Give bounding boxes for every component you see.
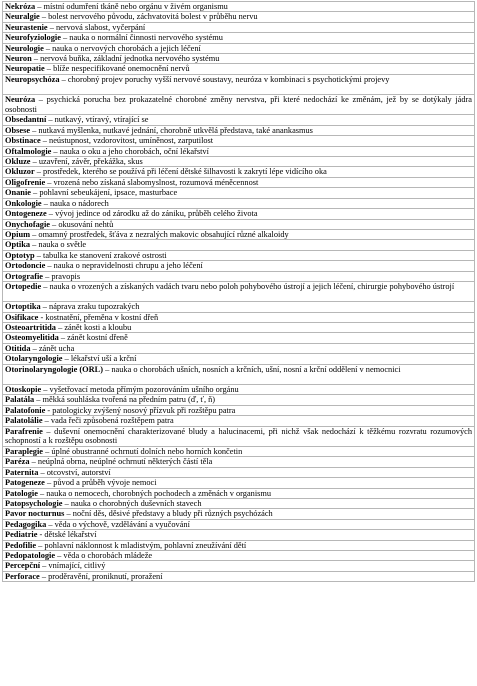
glossary-definition: – uzavření, závěr, překážka, skus: [30, 157, 143, 167]
glossary-row: [3, 198, 475, 208]
glossary-definition: – nauka o nepravidelnosti chrupu a jeho léčení: [45, 261, 203, 271]
glossary-cell: [3, 240, 475, 250]
glossary-definition: - dětské lékařství: [37, 530, 97, 540]
glossary-cell: [3, 281, 475, 301]
glossary-term: Pedofilie: [5, 540, 37, 550]
glossary-row: [3, 354, 475, 364]
glossary-definition: – bolest nervového původu, záchvatovitá bolest v průběhu nervu: [39, 12, 258, 22]
glossary-row: [3, 12, 475, 22]
glossary-row: [3, 498, 475, 508]
glossary-term: Neuropsychóza: [5, 74, 60, 84]
glossary-cell: [3, 323, 475, 333]
glossary-term: Neurofyziologie: [5, 33, 61, 43]
glossary-definition: – vyšetřovací metoda přímým pozorováním ušního orgánu: [41, 384, 239, 394]
glossary-definition: – nutkavá myšlenka, nutkavé jednání, chorobně utkvělá představa, také anankasmus: [30, 125, 313, 135]
glossary-row: [3, 167, 475, 177]
glossary-definition: – nauka o nervových chorobách a jejich léčení: [43, 43, 201, 53]
glossary-cell: [3, 136, 475, 146]
glossary-cell: [3, 33, 475, 43]
glossary-definition: – věda o výchově, vzdělávání a vyučování: [46, 519, 190, 529]
glossary-term: Osteoartritida: [5, 323, 56, 333]
glossary-definition: – blíže nespecifikované onemocnění nervů: [44, 64, 190, 74]
glossary-definition: – nauka o vrozených a získaných vadách tvaru nebo poloh pohybového ústrojí a jejich léčení, chirurgie pohybového ústrojí: [41, 281, 455, 291]
glossary-term: Otitida: [5, 343, 31, 353]
glossary-cell: [3, 219, 475, 229]
glossary-term: Onychofagie: [5, 219, 50, 229]
glossary-cell: [3, 12, 475, 22]
glossary-body: [3, 2, 475, 582]
glossary-cell: [3, 571, 475, 581]
glossary-term: Patologie: [5, 488, 38, 498]
glossary-cell: [3, 384, 475, 394]
glossary-cell: [3, 395, 475, 405]
glossary-term: Onkologie: [5, 198, 42, 208]
glossary-definition: – nauka o normální činnosti nervového systému: [60, 33, 223, 43]
glossary-definition: – nutkavý, vtíravý, vtírající se: [46, 115, 149, 125]
glossary-definition: – místní odumření tkáně nebo orgánu v živém organismu: [35, 2, 228, 11]
glossary-term: Obstinace: [5, 136, 41, 146]
glossary-definition: – zánět kosti a kloubu: [55, 323, 132, 333]
glossary-definition: – proděravění, proniknutí, proražení: [39, 571, 163, 581]
glossary-term: Opium: [5, 229, 31, 239]
glossary-definition: – omamný prostředek, šťáva z nezralých makovic obsahující různé alkaloidy: [30, 229, 289, 239]
glossary-row: [3, 540, 475, 550]
glossary-definition: - kostnatění, přeměna v kostní dřeň: [38, 312, 159, 322]
glossary-term: Onanie: [5, 188, 31, 198]
glossary-definition: – pravopis: [43, 271, 81, 281]
glossary-term: Pedopatologie: [5, 550, 56, 560]
glossary-cell: [3, 177, 475, 187]
glossary-cell: [3, 95, 475, 115]
glossary-term: Pavor nocturnus: [5, 509, 65, 519]
glossary-term: Patopsychologie: [5, 498, 63, 508]
glossary-cell: [3, 530, 475, 540]
glossary-definition: – nauka o chorobných duševních stavech: [62, 498, 202, 508]
glossary-row: [3, 395, 475, 405]
glossary-row: [3, 571, 475, 581]
glossary-row: [3, 209, 475, 219]
glossary-row: [3, 43, 475, 53]
glossary-cell: [3, 467, 475, 477]
glossary-cell: [3, 312, 475, 322]
glossary-term: Neuralgie: [5, 12, 40, 22]
glossary-row: [3, 125, 475, 135]
glossary-definition: – prostředek, kterého se používá při léčení dětské šilhavosti k zakrytí lépe vidícího oka: [34, 167, 327, 177]
glossary-definition: – původ a průběh vývoje nemoci: [44, 478, 157, 488]
glossary-cell: [3, 540, 475, 550]
glossary-cell: [3, 561, 475, 571]
glossary-term: Palatolálie: [5, 416, 43, 426]
glossary-definition: – nauka o nemocech, chorobných pochodech a změnách v organismu: [37, 488, 272, 498]
glossary-term: Otoskopie: [5, 384, 42, 394]
glossary-term: Oligofrenie: [5, 177, 46, 187]
glossary-row: [3, 416, 475, 426]
glossary-cell: [3, 198, 475, 208]
glossary-definition: – úplné obustranné ochrnutí dolních nebo horních končetin: [43, 446, 243, 456]
glossary-cell: [3, 43, 475, 53]
glossary-definition: – věda o chorobách mládeže: [55, 550, 153, 560]
glossary-row: [3, 240, 475, 250]
glossary-row: [3, 312, 475, 322]
glossary-term: Neurologie: [5, 43, 44, 53]
glossary-term: Osifikace: [5, 312, 39, 322]
glossary-definition: – pohlavní náklonnost k mladistvým, pohlavní zneužívání dětí: [36, 540, 247, 550]
glossary-row: [3, 530, 475, 540]
glossary-cell: [3, 550, 475, 560]
glossary-term: Otolaryngologie: [5, 354, 63, 364]
glossary-cell: [3, 457, 475, 467]
glossary-table: [2, 1, 475, 582]
glossary-term: Neurastenie: [5, 22, 48, 32]
glossary-row: [3, 509, 475, 519]
glossary-row: [3, 95, 475, 115]
glossary-row: [3, 64, 475, 74]
glossary-row: [3, 384, 475, 394]
glossary-cell: [3, 354, 475, 364]
glossary-row: [3, 405, 475, 415]
glossary-cell: [3, 302, 475, 312]
glossary-term: Pedagogika: [5, 519, 47, 529]
glossary-term: Paraplegie: [5, 446, 43, 456]
glossary-term: Oftalmologie: [5, 146, 52, 156]
glossary-term: Palatála: [5, 395, 35, 405]
glossary-cell: [3, 64, 475, 74]
glossary-term: Nekróza: [5, 2, 36, 11]
glossary-row: [3, 157, 475, 167]
glossary-row: [3, 457, 475, 467]
glossary-term: Optotyp: [5, 250, 35, 260]
glossary-definition: – nauka o oku a jeho chorobách, oční lékařství: [51, 146, 209, 156]
glossary-term: Patogeneze: [5, 478, 45, 488]
glossary-term: Neuróza: [5, 95, 36, 105]
glossary-cell: [3, 509, 475, 519]
glossary-cell: [3, 22, 475, 32]
glossary-term: Palatofonie: [5, 405, 46, 415]
glossary-cell: [3, 333, 475, 343]
glossary-cell: [3, 54, 475, 64]
glossary-term: Ortodoncie: [5, 261, 46, 271]
glossary-cell: [3, 405, 475, 415]
glossary-definition: – tabulka ke stanovení zrakové ostrosti: [34, 250, 167, 260]
glossary-row: [3, 467, 475, 477]
glossary-row: [3, 136, 475, 146]
glossary-row: [3, 261, 475, 271]
glossary-cell: [3, 498, 475, 508]
glossary-cell: [3, 261, 475, 271]
glossary-row: [3, 323, 475, 333]
glossary-definition: – nauka o chorobách ušních, nosních a krčních, ušní, nosní a krční oddělení v nemocnici: [103, 364, 401, 374]
glossary-term: Obsese: [5, 125, 31, 135]
glossary-row: [3, 54, 475, 64]
glossary-row: [3, 219, 475, 229]
glossary-definition: – zánět kostní dřeně: [58, 333, 128, 343]
glossary-cell: [3, 229, 475, 239]
glossary-term: Okluze: [5, 157, 31, 167]
glossary-term: Otorinolaryngologie (ORL): [5, 364, 104, 374]
glossary-cell: [3, 364, 475, 384]
glossary-row: [3, 343, 475, 353]
glossary-row: [3, 74, 475, 94]
glossary-row: [3, 488, 475, 498]
glossary-term: Perforace: [5, 571, 40, 581]
glossary-row: [3, 271, 475, 281]
glossary-row: [3, 364, 475, 384]
glossary-definition: – vnímající, citlivý: [40, 561, 106, 571]
glossary-definition: – nauka o nádorech: [41, 198, 109, 208]
glossary-row: [3, 550, 475, 560]
glossary-definition: - patologicky zvýšený nosový přízvuk při rozštěpu patra: [45, 405, 236, 415]
glossary-row: [3, 333, 475, 343]
glossary-term: Neuron: [5, 54, 32, 64]
glossary-term: Ortografie: [5, 271, 43, 281]
glossary-cell: [3, 478, 475, 488]
glossary-cell: [3, 271, 475, 281]
glossary-definition: – zánět ucha: [30, 343, 75, 353]
glossary-row: [3, 33, 475, 43]
glossary-row: [3, 519, 475, 529]
glossary-definition: – vada řeči způsobená rozštěpem patra: [42, 416, 174, 426]
glossary-term: Ontogeneze: [5, 209, 47, 219]
glossary-term: Ortopedie: [5, 281, 42, 291]
glossary-term: Ortoptika: [5, 302, 41, 312]
glossary-cell: [3, 2, 475, 12]
glossary-definition: – duševní onemocnění charakterizované bludy a halucinacemi, při nichž však nedochází k těžkému rozvratu rozumových schopností a k rozštěpu osobnosti: [5, 426, 472, 445]
glossary-definition: – vývoj jedince od zárodku až do zániku, průběh celého života: [46, 209, 258, 219]
glossary-term: Neuropatie: [5, 64, 45, 74]
glossary-row: [3, 446, 475, 456]
glossary-row: [3, 2, 475, 12]
glossary-row: [3, 177, 475, 187]
glossary-definition: – psychická porucha bez prokazatelné chorobné změny nervstva, při které nedochází ke změnám, jež by se dotýkaly jádra osobnosti: [5, 95, 472, 114]
glossary-term: Obsedantní: [5, 115, 47, 125]
glossary-cell: [3, 488, 475, 498]
glossary-definition: – měkká souhláska tvořená na předním patru (ď, ť, ň): [34, 395, 216, 405]
glossary-cell: [3, 519, 475, 529]
glossary-cell: [3, 209, 475, 219]
glossary-row: [3, 188, 475, 198]
glossary-definition: – okusování nehtů: [49, 219, 114, 229]
glossary-cell: [3, 426, 475, 446]
glossary-row: [3, 250, 475, 260]
glossary-definition: – nauka o světle: [30, 240, 87, 250]
glossary-definition: – náprava zraku tupozrakých: [40, 302, 140, 312]
glossary-cell: [3, 125, 475, 135]
glossary-definition: – lékařství uší a krční: [62, 354, 137, 364]
glossary-term: Paternita: [5, 467, 39, 477]
glossary-definition: – pohlavní sebeukájení, ipsace, masturbace: [30, 188, 178, 198]
glossary-definition: – vrozená nebo získaná slabomyslnost, rozumová méněcennost: [45, 177, 259, 187]
glossary-cell: [3, 115, 475, 125]
glossary-term: Parafrenie: [5, 426, 43, 436]
glossary-row: [3, 146, 475, 156]
glossary-row: [3, 229, 475, 239]
glossary-row: [3, 281, 475, 301]
glossary-cell: [3, 167, 475, 177]
glossary-term: Optika: [5, 240, 31, 250]
glossary-cell: [3, 416, 475, 426]
glossary-definition: – nervová slabost, vyčerpání: [47, 22, 146, 32]
glossary-cell: [3, 343, 475, 353]
glossary-cell: [3, 188, 475, 198]
glossary-cell: [3, 157, 475, 167]
glossary-term: Percepční: [5, 561, 41, 571]
glossary-row: [3, 561, 475, 571]
glossary-definition: – otcovství, autorství: [38, 467, 111, 477]
glossary-row: [3, 426, 475, 446]
glossary-row: [3, 478, 475, 488]
glossary-definition: – neúplná obrna, neúplné ochrnutí některých částí těla: [29, 457, 213, 467]
glossary-row: [3, 115, 475, 125]
glossary-row: [3, 22, 475, 32]
glossary-definition: – noční děs, děsivé představy a bludy při různých psychózách: [64, 509, 273, 519]
glossary-cell: [3, 446, 475, 456]
glossary-term: Pediatrie: [5, 530, 38, 540]
glossary-term: Okluzor: [5, 167, 35, 177]
glossary-definition: – chorobný projev poruchy vyšší nervové soustavy, neuróza v kombinaci s psychotickými projevy: [59, 74, 390, 84]
glossary-cell: [3, 74, 475, 94]
glossary-term: Paréza: [5, 457, 30, 467]
glossary-cell: [3, 250, 475, 260]
glossary-definition: – nervová buňka, základní jednotka nervového systému: [31, 54, 220, 64]
glossary-definition: – neústupnost, vzdorovitost, umíněnost, zarputilost: [40, 136, 214, 146]
glossary-row: [3, 302, 475, 312]
glossary-term: Osteomyelitida: [5, 333, 59, 343]
glossary-cell: [3, 146, 475, 156]
